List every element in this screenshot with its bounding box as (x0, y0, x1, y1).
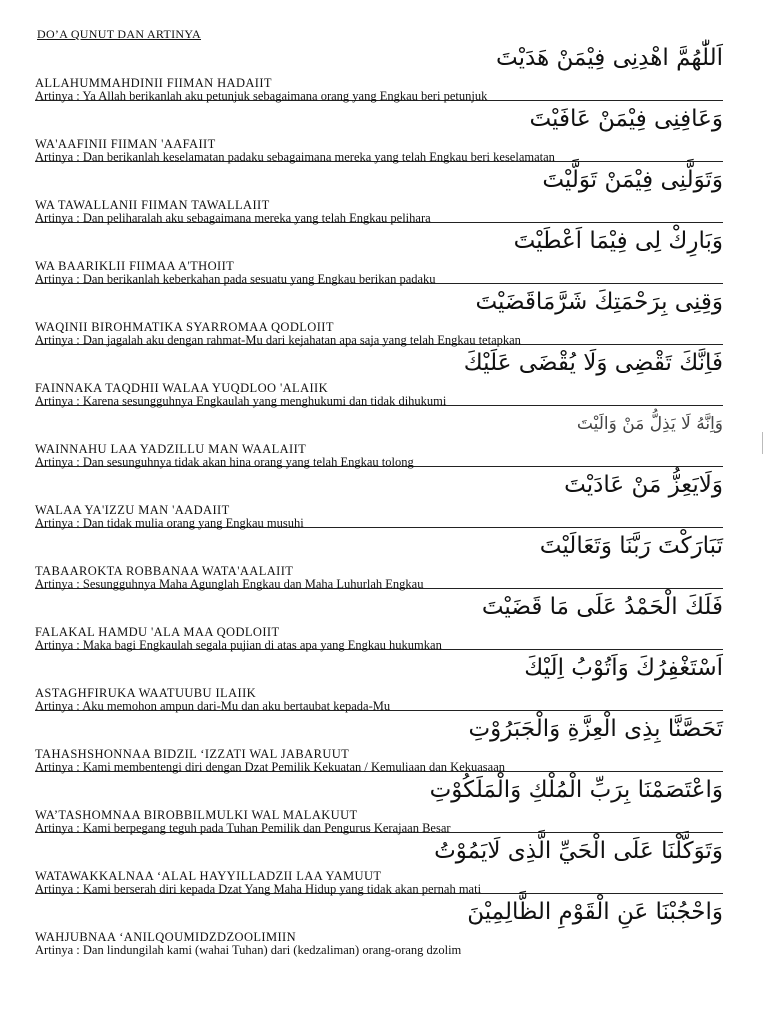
translation: Artinya : Dan berikanlah keselamatan padaku sebagaimana mereka yang telah Engkau beri keselamatan (35, 150, 555, 164)
arabic-text: تَحَصَّنَّا بِذِى الْعِزَّةِ وَالْجَبَرُوْتِ (468, 716, 723, 742)
translation: Artinya : Sesungguhnya Maha Agunglah Engkau dan Maha Luhurlah Engkau (35, 577, 424, 591)
verse (35, 40, 723, 101)
translation: Artinya : Dan sesunguhnya tidak akan hina orang yang telah Engkau tolong (35, 455, 414, 469)
verse (35, 162, 723, 223)
transliteration: WA TAWALLANII FIIMAN TAWALLAIIT (35, 198, 270, 212)
page-edge-mark (762, 432, 763, 454)
transliteration: TAHASHSHONNAA BIDZIL ‘IZZATI WAL JABARUUT (35, 747, 350, 761)
transliteration: WAHJUBNAA ‘ANILQOUMIDZDZOOLIMIIN (35, 930, 297, 944)
translation: Artinya : Dan lindungilah kami (wahai Tuhan) dari (kedzaliman) orang-orang dzolim (35, 943, 462, 957)
arabic-text: وَتَوَلَّنِى فِيْمَنْ تَوَلَّيْتَ (542, 167, 723, 193)
translation: Artinya : Dan jagalah aku dengan rahmat-Mu dari kejahatan apa saja yang telah Engkau tetapkan (35, 333, 521, 347)
arabic-text: فَلَكَ الْحَمْدُ عَلَى مَا قَضَيْتَ (481, 594, 723, 620)
verse (35, 101, 723, 162)
verse (35, 467, 723, 528)
page-title: DO’A QUNUT DAN ARTINYA (37, 27, 201, 41)
verse (35, 223, 723, 284)
transliteration: FALAKAL HAMDU 'ALA MAA QODLOIIT (35, 625, 280, 639)
transliteration: WA'AAFINII FIIMAN 'AAFAIIT (35, 137, 216, 151)
verse (35, 711, 723, 772)
transliteration: ASTAGHFIRUKA WAATUUBU ILAIIK (35, 686, 257, 700)
translation: Artinya : Kami berpegang teguh pada Tuhan Pemilik dan Pengurus Kerajaan Besar (35, 821, 451, 835)
transliteration: WA’TASHOMNAA BIROBBILMULKI WAL MALAKUUT (35, 808, 358, 822)
arabic-text: اَللّٰهُمَّ اهْدِنِى فِيْمَنْ هَدَيْتَ (496, 45, 723, 71)
translation: Artinya : Dan tidak mulia orang yang Engkau musuhi (35, 516, 304, 530)
transliteration: WA BAARIKLII FIIMAA A'THOIIT (35, 259, 235, 273)
translation: Artinya : Maka bagi Engkaulah segala pujian di atas apa yang Engkau hukumkan (35, 638, 442, 652)
transliteration: ALLAHUMMAHDINII FIIMAN HADAIIT (35, 76, 272, 90)
translation: Artinya : Dan peliharalah aku sebagaimana mereka yang telah Engkau pelihara (35, 211, 431, 225)
translation: Artinya : Kami membentengi diri dengan Dzat Pemilik Kekuatan / Kemuliaan dan Kekuasaan (35, 760, 505, 774)
verse-list (35, 40, 723, 957)
arabic-text: اَسْتَغْفِرُكَ وَاَتُوْبُ اِلَيْكَ (524, 655, 723, 681)
arabic-text: وَعَافِنِى فِيْمَنْ عَافَيْتَ (529, 106, 723, 132)
translation: Artinya : Kami berserah diri kepada Dzat Yang Maha Hidup yang tidak akan pernah mati (35, 882, 482, 896)
arabic-text: فَاِنَّكَ تَقْضِى وَلَا يُقْضَى عَلَيْكَ (463, 350, 723, 376)
transliteration: WALAA YA'IZZU MAN 'AADAIIT (35, 503, 230, 517)
translation: Artinya : Karena sesungguhnya Engkaulah yang menghukumi dan tidak dihukumi (35, 394, 447, 408)
transliteration: WATAWAKKALNAA ‘ALAL HAYYILLADZII LAA YAMUUT (35, 869, 382, 883)
arabic-text: وَقِنِى بِرَحْمَتِكَ شَرَّمَاقَضَيْتَ (475, 289, 723, 315)
verse (35, 284, 723, 345)
translation: Artinya : Aku memohon ampun dari-Mu dan aku bertaubat kepada-Mu (35, 699, 391, 713)
arabic-text: وَبَارِكْ لِى فِيْمَا اَعْطَيْتَ (513, 228, 723, 254)
verse (35, 589, 723, 650)
verse (35, 650, 723, 711)
arabic-text: تَبَارَكْتَ رَبَّنَا وَتَعَالَيْتَ (539, 533, 723, 559)
verse (35, 345, 723, 406)
transliteration: WAQINII BIROHMATIKA SYARROMAA QODLOIIT (35, 320, 334, 334)
arabic-text: وَتَوَكَّلْنَا عَلَى الْحَيِّ الَّذِى لَايَمُوْتُ (434, 838, 723, 864)
translation: Artinya : Dan berikanlah keberkahan pada sesuatu yang Engkau berikan padaku (35, 272, 436, 286)
arabic-text: وَاعْتَصَمْنَا بِرَبِّ الْمُلْكِ وَالْمَلَكُوْتِ (429, 777, 723, 803)
transliteration: FAINNAKA TAQDHII WALAA YUQDLOO 'ALAIIK (35, 381, 329, 395)
transliteration: WAINNAHU LAA YADZILLU MAN WAALAIIT (35, 442, 307, 456)
verse (35, 772, 723, 833)
arabic-text: وَاحْجُبْنَا عَنِ الْقَوْمِ الظَّالِمِيْنَ (467, 899, 723, 925)
arabic-text: وَلَايَعِزُّ مَنْ عَادَيْتَ (564, 472, 723, 498)
arabic-text: وَاِنَّهُ لَا يَذِلُّ مَنْ وَالَيْتَ (576, 414, 723, 434)
verse (35, 894, 723, 957)
transliteration: TABAAROKTA ROBBANAA WATA'AALAIIT (35, 564, 294, 578)
verse (35, 833, 723, 894)
translation: Artinya : Ya Allah berikanlah aku petunjuk sebagaimana orang yang Engkau beri petunjuk (35, 89, 488, 103)
verse (35, 406, 723, 467)
verse (35, 528, 723, 589)
